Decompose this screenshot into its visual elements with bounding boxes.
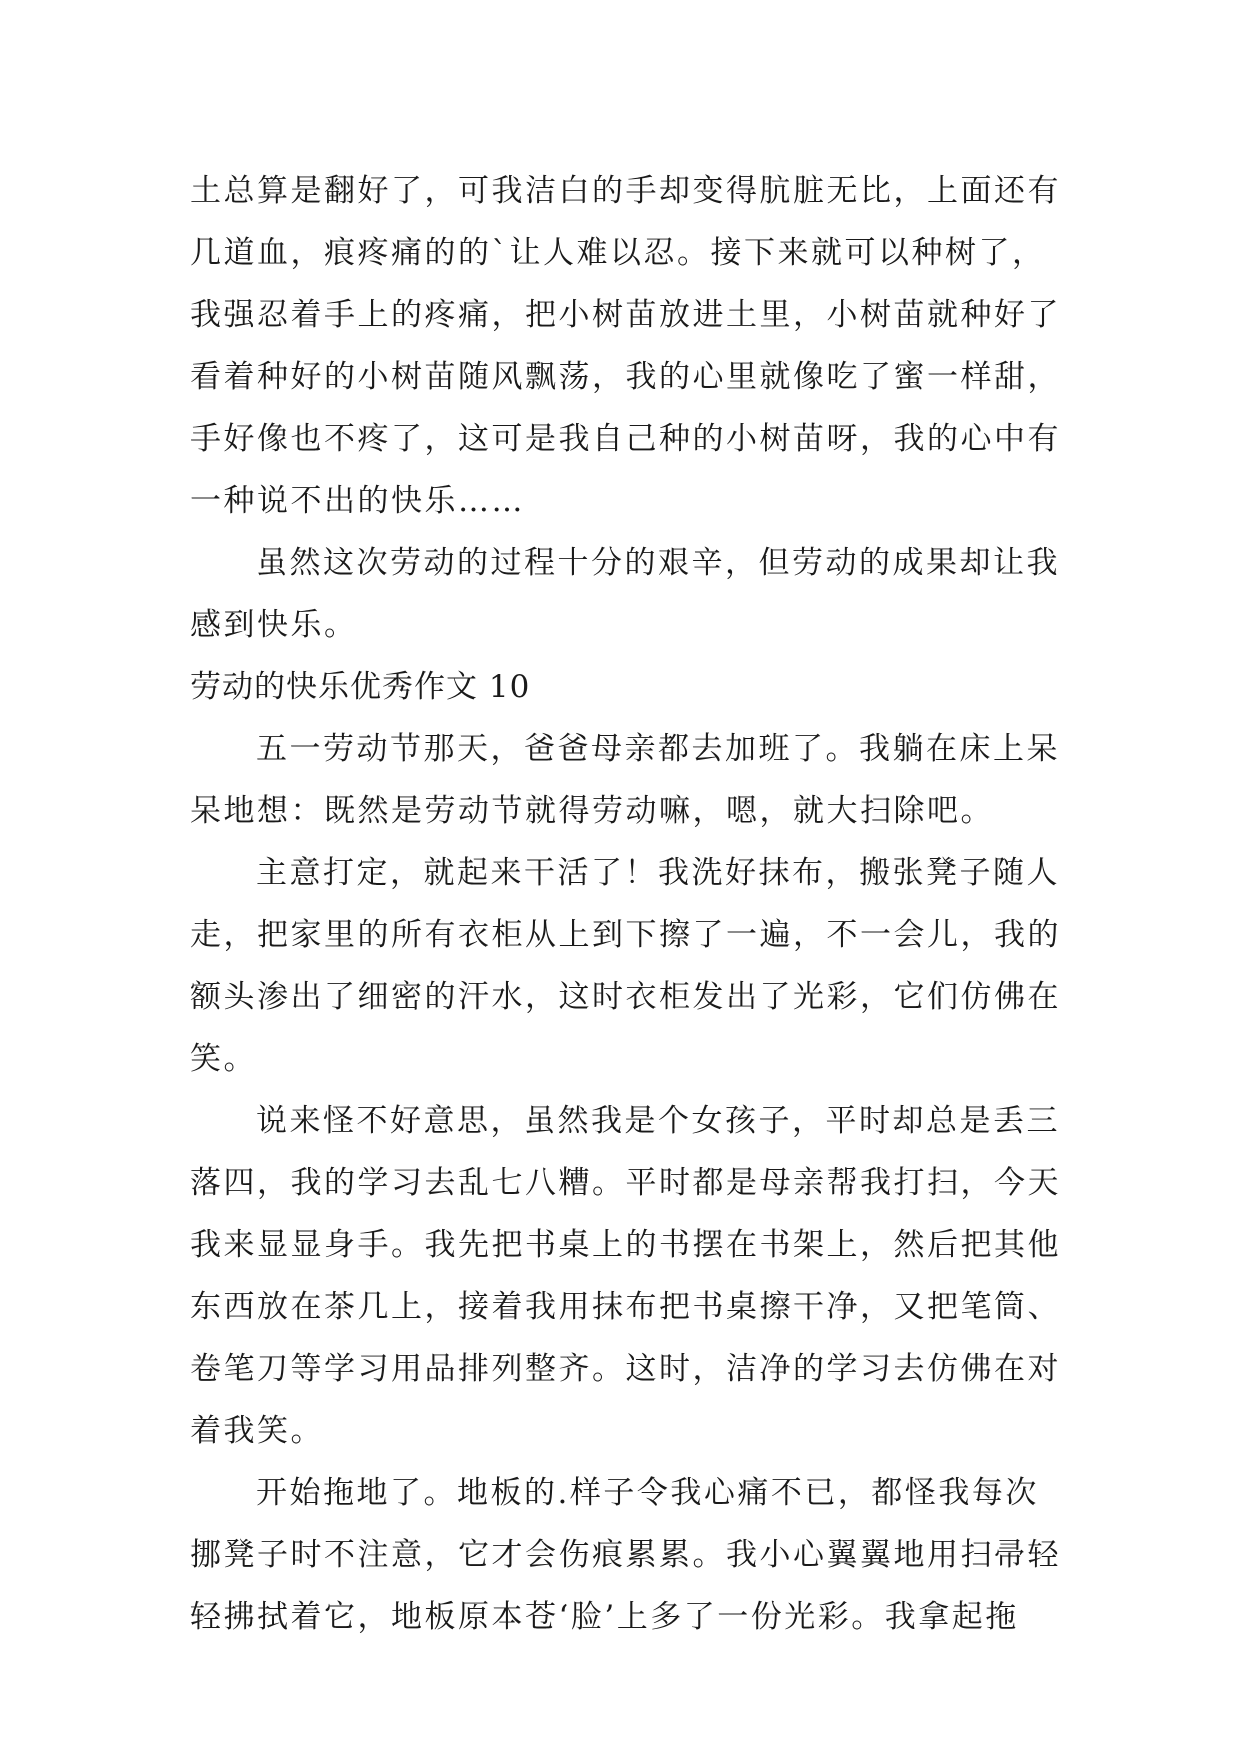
paragraph-first-line: 主意打定，就起来干活了！我洗好抹布，搬张凳子随人 <box>256 855 1060 891</box>
paragraph-first-line: 说来怪不好意思，虽然我是个女孩子，平时却总是丢三 <box>256 1103 1060 1139</box>
text-line: 额头渗出了细密的汗水，这时衣柜发出了光彩，它们仿佛在 <box>190 979 1061 1015</box>
text-line: 挪凳子时不注意，它才会伤痕累累。我小心翼翼地用扫帚轻 <box>190 1537 1061 1573</box>
text-line: 卷笔刀等学习用品排列整齐。这时，洁净的学习去仿佛在对 <box>190 1351 1061 1387</box>
text-line: 着我笑。 <box>190 1413 324 1449</box>
paragraph-first-line: 虽然这次劳动的过程十分的艰辛，但劳动的成果却让我 <box>256 545 1060 581</box>
paragraph-first-line: 开始拖地了。地板的.样子令我心痛不已，都怪我每次 <box>256 1475 1039 1511</box>
text-line: 土总算是翻好了，可我洁白的手却变得肮脏无比，上面还有 <box>190 173 1061 209</box>
text-line: 几道血，痕疼痛的的`让人难以忍。接下来就可以种树了， <box>190 235 1046 271</box>
text-line: 一种说不出的快乐…… <box>190 483 525 519</box>
text-line: 轻拂拭着它，地板原本苍‘脸’上多了一份光彩。我拿起拖 <box>190 1599 1019 1635</box>
text-line: 笑。 <box>190 1041 257 1077</box>
text-line: 我强忍着手上的疼痛，把小树苗放进土里，小树苗就种好了 <box>190 297 1061 333</box>
text-line: 感到快乐。 <box>190 607 358 643</box>
text-line: 看着种好的小树苗随风飘荡，我的心里就像吃了蜜一样甜， <box>190 359 1061 395</box>
text-line: 走，把家里的所有衣柜从上到下擦了一遍，不一会儿，我的 <box>190 917 1061 953</box>
section-heading: 劳动的快乐优秀作文 10 <box>190 669 531 705</box>
paragraph-first-line: 五一劳动节那天，爸爸母亲都去加班了。我躺在床上呆 <box>256 731 1060 767</box>
text-line: 手好像也不疼了，这可是我自己种的小树苗呀，我的心中有 <box>190 421 1061 457</box>
essay-text <box>190 160 1060 1648</box>
text-line: 呆地想：既然是劳动节就得劳动嘛，嗯，就大扫除吧。 <box>190 793 994 829</box>
text-line: 东西放在茶几上，接着我用抹布把书桌擦干净，又把笔筒、 <box>190 1289 1061 1325</box>
text-line: 我来显显身手。我先把书桌上的书摆在书架上，然后把其他 <box>190 1227 1061 1263</box>
text-line: 落四，我的学习去乱七八糟。平时都是母亲帮我打扫，今天 <box>190 1165 1061 1201</box>
